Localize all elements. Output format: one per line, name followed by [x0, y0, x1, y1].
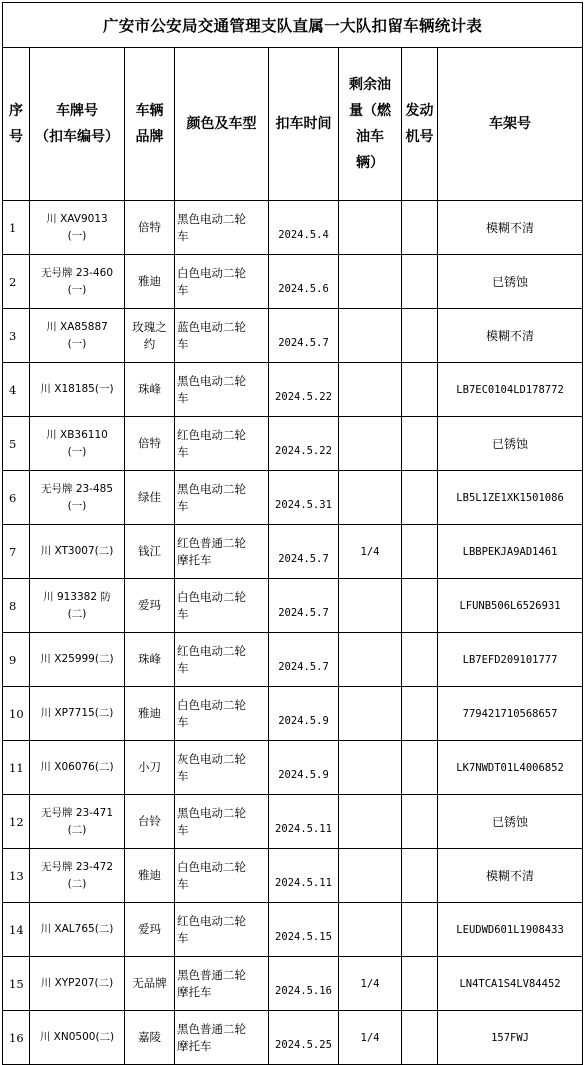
- cell-no: 12: [3, 795, 30, 849]
- table-row: [3, 525, 583, 579]
- header-time: 扣车时间: [269, 48, 339, 201]
- cell-plate: 川 XAL765(二): [30, 903, 125, 957]
- cell-engine-no: [402, 201, 438, 255]
- cell-frame-no: 模糊不清: [438, 849, 583, 903]
- cell-color-type: 黑色普通二轮 摩托车: [175, 957, 269, 1011]
- cell-frame-no: LEUDWD601L1908433: [438, 903, 583, 957]
- cell-no: 1: [3, 201, 30, 255]
- cell-engine-no: [402, 633, 438, 687]
- cell-engine-no: [402, 309, 438, 363]
- cell-brand: 雅迪: [125, 687, 175, 741]
- cell-color-type: 红色普通二轮 摩托车: [175, 525, 269, 579]
- cell-engine-no: [402, 417, 438, 471]
- cell-plate: 川 X18185(一): [30, 363, 125, 417]
- table-row: [3, 471, 583, 525]
- cell-color-type: 灰色电动二轮 车: [175, 741, 269, 795]
- cell-impound-time: 2024.5.6: [269, 255, 339, 309]
- cell-no: 9: [3, 633, 30, 687]
- table-row: [3, 957, 583, 1011]
- cell-engine-no: [402, 363, 438, 417]
- cell-no: 4: [3, 363, 30, 417]
- cell-no: 3: [3, 309, 30, 363]
- cell-no: 7: [3, 525, 30, 579]
- cell-frame-no: 模糊不清: [438, 309, 583, 363]
- cell-frame-no: LBBPEKJA9AD1461: [438, 525, 583, 579]
- table-row: [3, 255, 583, 309]
- cell-plate: 无号牌 23-460 (一): [30, 255, 125, 309]
- header-color: 颜色及车型: [175, 48, 269, 201]
- cell-remaining-fuel: [339, 687, 402, 741]
- cell-frame-no: LK7NWDT01L4006852: [438, 741, 583, 795]
- header-brand: 车辆 品牌: [125, 48, 175, 201]
- table-row: [3, 1011, 583, 1065]
- cell-brand: 钱江: [125, 525, 175, 579]
- cell-plate: 川 XA85887 (一): [30, 309, 125, 363]
- cell-plate: 川 XT3007(二): [30, 525, 125, 579]
- header-row: [3, 48, 583, 201]
- cell-engine-no: [402, 525, 438, 579]
- cell-remaining-fuel: [339, 633, 402, 687]
- cell-no: 14: [3, 903, 30, 957]
- cell-engine-no: [402, 849, 438, 903]
- table-row: [3, 579, 583, 633]
- cell-brand: 珠峰: [125, 633, 175, 687]
- cell-remaining-fuel: [339, 795, 402, 849]
- cell-remaining-fuel: [339, 741, 402, 795]
- cell-impound-time: 2024.5.7: [269, 633, 339, 687]
- cell-remaining-fuel: 1/4: [339, 1011, 402, 1065]
- cell-impound-time: 2024.5.31: [269, 471, 339, 525]
- table-row: [3, 741, 583, 795]
- table-row: [3, 795, 583, 849]
- cell-no: 8: [3, 579, 30, 633]
- cell-remaining-fuel: 1/4: [339, 525, 402, 579]
- cell-impound-time: 2024.5.15: [269, 903, 339, 957]
- cell-color-type: 白色电动二轮 车: [175, 687, 269, 741]
- cell-remaining-fuel: [339, 255, 402, 309]
- table-row: [3, 849, 583, 903]
- cell-remaining-fuel: [339, 849, 402, 903]
- cell-engine-no: [402, 1011, 438, 1065]
- cell-frame-no: LN4TCA1S4LV84452: [438, 957, 583, 1011]
- cell-engine-no: [402, 579, 438, 633]
- cell-engine-no: [402, 957, 438, 1011]
- cell-frame-no: 已锈蚀: [438, 255, 583, 309]
- cell-plate: 无号牌 23-472 (二): [30, 849, 125, 903]
- table-row: [3, 903, 583, 957]
- cell-remaining-fuel: [339, 903, 402, 957]
- cell-plate: 川 XB36110 (一): [30, 417, 125, 471]
- cell-color-type: 黑色电动二轮 车: [175, 471, 269, 525]
- cell-brand: 爱玛: [125, 579, 175, 633]
- table-row: [3, 633, 583, 687]
- cell-impound-time: 2024.5.22: [269, 363, 339, 417]
- cell-brand: 嘉陵: [125, 1011, 175, 1065]
- cell-brand: 爱玛: [125, 903, 175, 957]
- cell-brand: 倍特: [125, 201, 175, 255]
- cell-remaining-fuel: [339, 417, 402, 471]
- cell-engine-no: [402, 471, 438, 525]
- cell-engine-no: [402, 741, 438, 795]
- table-row: [3, 417, 583, 471]
- cell-brand: 绿佳: [125, 471, 175, 525]
- cell-remaining-fuel: [339, 309, 402, 363]
- cell-engine-no: [402, 255, 438, 309]
- cell-brand: 雅迪: [125, 255, 175, 309]
- cell-color-type: 黑色电动二轮 车: [175, 363, 269, 417]
- cell-frame-no: 已锈蚀: [438, 795, 583, 849]
- cell-brand: 无品牌: [125, 957, 175, 1011]
- header-engine: 发动 机号: [402, 48, 438, 201]
- cell-no: 11: [3, 741, 30, 795]
- header-no: 序 号: [3, 48, 30, 201]
- cell-color-type: 红色电动二轮 车: [175, 633, 269, 687]
- cell-impound-time: 2024.5.4: [269, 201, 339, 255]
- cell-no: 6: [3, 471, 30, 525]
- cell-color-type: 红色电动二轮 车: [175, 417, 269, 471]
- cell-frame-no: LB7EC0104LD178772: [438, 363, 583, 417]
- cell-engine-no: [402, 903, 438, 957]
- cell-brand: 珠峰: [125, 363, 175, 417]
- cell-impound-time: 2024.5.25: [269, 1011, 339, 1065]
- cell-plate: 无号牌 23-471 (二): [30, 795, 125, 849]
- cell-plate: 无号牌 23-485 (一): [30, 471, 125, 525]
- cell-no: 5: [3, 417, 30, 471]
- cell-plate: 川 XAV9013 (一): [30, 201, 125, 255]
- table-row: [3, 309, 583, 363]
- cell-frame-no: 157FWJ: [438, 1011, 583, 1065]
- cell-impound-time: 2024.5.9: [269, 687, 339, 741]
- cell-remaining-fuel: [339, 363, 402, 417]
- cell-frame-no: LB7EFD209101777: [438, 633, 583, 687]
- cell-impound-time: 2024.5.7: [269, 579, 339, 633]
- cell-engine-no: [402, 795, 438, 849]
- cell-plate: 川 913382 防 (二): [30, 579, 125, 633]
- cell-color-type: 白色电动二轮 车: [175, 849, 269, 903]
- cell-color-type: 红色电动二轮 车: [175, 903, 269, 957]
- header-vin: 车架号: [438, 48, 583, 201]
- cell-remaining-fuel: [339, 201, 402, 255]
- cell-no: 10: [3, 687, 30, 741]
- cell-impound-time: 2024.5.16: [269, 957, 339, 1011]
- table-row: [3, 687, 583, 741]
- cell-color-type: 白色电动二轮 车: [175, 579, 269, 633]
- cell-impound-time: 2024.5.9: [269, 741, 339, 795]
- cell-no: 15: [3, 957, 30, 1011]
- cell-color-type: 黑色普通二轮 摩托车: [175, 1011, 269, 1065]
- cell-brand: 雅迪: [125, 849, 175, 903]
- header-oil: 剩余油 量（燃 油车 辆）: [339, 48, 402, 201]
- cell-color-type: 黑色电动二轮 车: [175, 201, 269, 255]
- cell-color-type: 蓝色电动二轮 车: [175, 309, 269, 363]
- cell-brand: 玫瑰之 约: [125, 309, 175, 363]
- impounded-vehicles-table: [2, 2, 583, 1065]
- cell-no: 16: [3, 1011, 30, 1065]
- table-row: [3, 201, 583, 255]
- cell-color-type: 白色电动二轮 车: [175, 255, 269, 309]
- cell-brand: 台铃: [125, 795, 175, 849]
- cell-brand: 小刀: [125, 741, 175, 795]
- table-body: [3, 201, 583, 1065]
- header-plate: 车牌号 （扣车编号）: [30, 48, 125, 201]
- cell-remaining-fuel: [339, 579, 402, 633]
- cell-impound-time: 2024.5.22: [269, 417, 339, 471]
- cell-plate: 川 XYP207(二): [30, 957, 125, 1011]
- table-title: 广安市公安局交通管理支队直属一大队扣留车辆统计表: [3, 3, 583, 48]
- cell-frame-no: 模糊不清: [438, 201, 583, 255]
- cell-color-type: 黑色电动二轮 车: [175, 795, 269, 849]
- cell-plate: 川 X06076(二): [30, 741, 125, 795]
- cell-impound-time: 2024.5.11: [269, 849, 339, 903]
- cell-plate: 川 XP7715(二): [30, 687, 125, 741]
- cell-frame-no: LFUNB506L6526931: [438, 579, 583, 633]
- cell-remaining-fuel: [339, 471, 402, 525]
- cell-impound-time: 2024.5.7: [269, 309, 339, 363]
- cell-remaining-fuel: 1/4: [339, 957, 402, 1011]
- cell-brand: 倍特: [125, 417, 175, 471]
- cell-frame-no: 779421710568657: [438, 687, 583, 741]
- cell-no: 13: [3, 849, 30, 903]
- cell-plate: 川 X25999(二): [30, 633, 125, 687]
- cell-frame-no: 已锈蚀: [438, 417, 583, 471]
- cell-impound-time: 2024.5.11: [269, 795, 339, 849]
- table-row: [3, 363, 583, 417]
- cell-no: 2: [3, 255, 30, 309]
- cell-frame-no: LB5L1ZE1XK1501086: [438, 471, 583, 525]
- cell-engine-no: [402, 687, 438, 741]
- cell-plate: 川 XN0500(二): [30, 1011, 125, 1065]
- cell-impound-time: 2024.5.7: [269, 525, 339, 579]
